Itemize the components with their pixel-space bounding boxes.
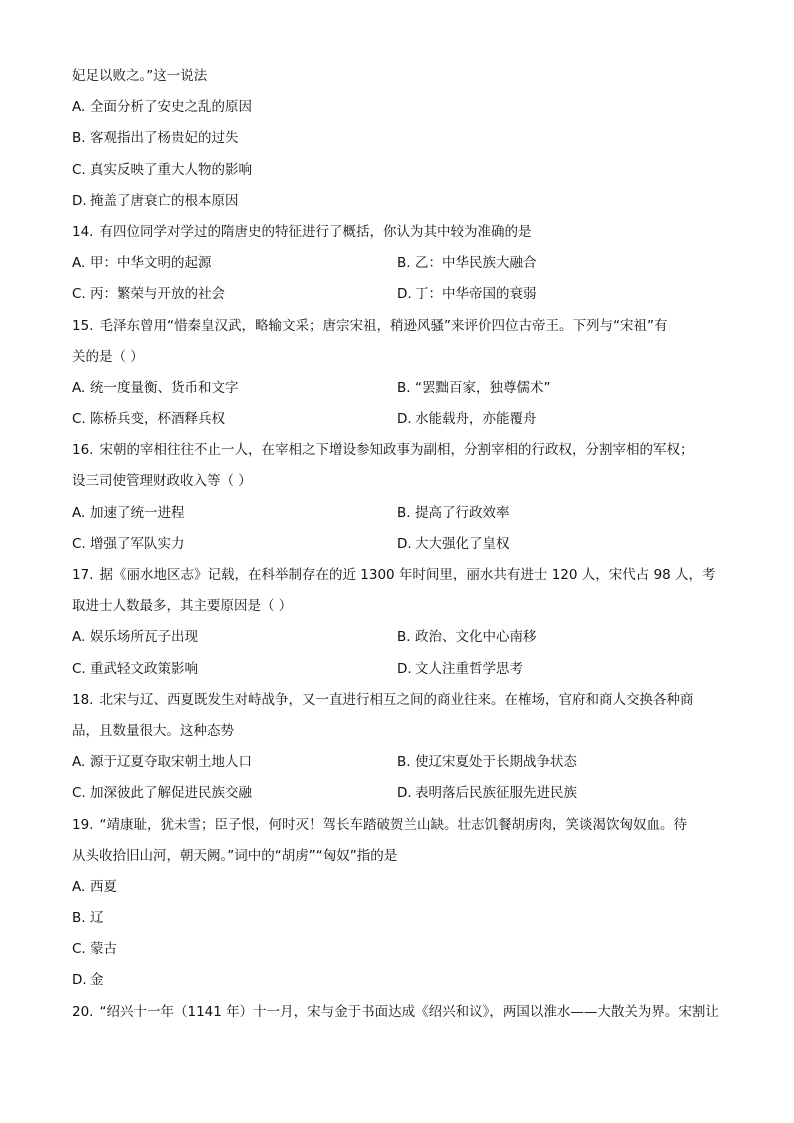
question-number: 18. [72,691,94,708]
option-text: 大大强化了皇权 [415,535,510,552]
question-text: 据《丽水地区志》记载，在科举制存在的近 1300 年时间里，丽水共有进士 120 人，宋代占 98 人，考 [99,567,716,583]
option [72,903,104,934]
text-content: 取进士人数最多，其主要原因是（ ） [72,598,293,615]
option [397,529,722,560]
option-pair-line [72,622,724,653]
option-line [72,934,724,965]
text-content: 从头收拾旧山河，朝天阙。”词中的“胡虏”“匈奴”指的是 [72,847,398,864]
option [72,155,252,186]
question-text: “靖康耻，犹未雪；臣子恨，何时灭！驾长车踏破贺兰山缺。壮志饥餐胡虏肉，笑谈渴饮匈奴血。待 [99,816,687,833]
option-line [72,965,724,996]
option-line [72,186,724,217]
option-text: 全面分析了安史之乱的原因 [90,99,252,116]
question-stem [72,685,724,716]
option-label: C. [72,785,86,802]
option [72,965,104,996]
option-label: A. [72,379,86,396]
option-line [72,872,724,903]
question-text: 北宋与辽、西夏既发生对峙战争，又一直进行相互之间的商业往来。在榷场，官府和商人交换各种商 [99,691,694,708]
option-text: 娱乐场所瓦子出现 [90,629,198,646]
question-number: 15. [72,317,94,334]
question-stem [72,997,724,1028]
option-label: A. [72,255,86,272]
option-pair-line [72,373,724,404]
option-pair-line [72,279,724,310]
question-number: 14. [72,223,94,240]
option-text: 统一度量衡、货币和文字 [90,379,239,396]
option-pair-line [72,747,724,778]
option-pair-line [72,778,724,809]
option-pair-line [72,654,724,685]
option-text: 陈桥兵变，杯酒释兵权 [90,411,225,428]
text-line [72,342,724,373]
option [72,778,397,809]
option-label: A. [72,504,86,521]
question-text: “绍兴十一年（1141 年）十一月，宋与金于书面达成《绍兴和议》，两国以淮水——大散关为界。宋割让 [99,1003,719,1020]
option [72,186,239,217]
option-label: D. [397,411,412,428]
option-text: 丙：繁荣与开放的社会 [90,286,225,303]
question-stem [72,435,724,466]
option-text: 掩盖了唐衰亡的根本原因 [90,192,239,209]
option-text: 甲：中华文明的起源 [90,255,212,272]
option [72,654,397,685]
text-line [72,716,724,747]
option-label: A. [72,99,86,116]
text-line [72,591,724,622]
option-text: 西夏 [90,878,117,895]
option [72,404,397,435]
option-line [72,92,724,123]
question-text: 有四位同学对学过的隋唐史的特征进行了概括，你认为其中较为准确的是 [99,223,532,240]
option [397,622,722,653]
text-content: 妃足以败之。”这一说法 [72,68,208,84]
option-label: D. [397,535,412,552]
option [72,92,252,123]
option-label: D. [72,972,87,989]
option-text: 政治、文化中心南移 [415,629,537,646]
option [72,279,397,310]
option-text: 加深彼此了解促进民族交融 [90,785,252,802]
option-text: 文人注重哲学思考 [415,660,523,677]
option-text: 源于辽夏夺取宋朝土地人口 [90,754,252,771]
question-stem [72,560,724,591]
option-text: 使辽宋夏处于长期战争状态 [415,754,577,771]
question-text: 宋朝的宰相往往不止一人，在宰相之下增设参知政事为副相，分割宰相的行政权，分割宰相的军权； [99,442,694,459]
option-text: 客观指出了杨贵妃的过失 [90,130,239,147]
exam-page [72,61,724,1028]
option-text: 提高了行政效率 [415,504,510,521]
option-text: 加速了统一进程 [90,504,185,521]
option-label: C. [72,535,86,552]
option-label: B. [72,130,86,147]
option [397,778,722,809]
option-text: 辽 [90,910,104,927]
option-line [72,123,724,154]
option [72,123,239,154]
option [72,747,397,778]
option-label: B. [397,754,411,771]
question-text: 毛泽东曾用“惜秦皇汉武，略输文采；唐宗宋祖，稍逊风骚”来评价四位古帝王。下列与“宋祖”有 [99,317,668,334]
option [72,373,397,404]
option-label: B. [72,910,86,927]
option [72,872,117,903]
option-label: B. [397,255,411,272]
option-label: C. [72,411,86,428]
option-label: D. [397,785,412,802]
option [397,498,722,529]
text-line [72,841,724,872]
option-label: C. [72,161,86,178]
option-label: D. [397,286,412,303]
question-number: 19. [72,816,94,833]
option-pair-line [72,248,724,279]
option-text: “罢黜百家，独尊儒术” [415,379,551,396]
option [72,934,117,965]
question-stem [72,810,724,841]
option-label: C. [72,660,86,677]
option-label: B. [397,629,411,646]
question-number: 16. [72,442,94,459]
option-text: 蒙古 [90,941,117,958]
question-number: 17. [72,567,94,583]
option-label: C. [72,286,86,303]
option [397,279,722,310]
option [72,248,397,279]
option-label: D. [72,192,87,209]
question-number: 20. [72,1003,94,1020]
option [72,622,397,653]
option [72,529,397,560]
text-content: 品，且数量很大。这种态势 [72,722,234,739]
option-text: 乙：中华民族大融合 [415,255,537,272]
option [397,404,722,435]
question-stem [72,311,724,342]
option-text: 增强了军队实力 [90,535,185,552]
option [72,498,397,529]
option-text: 真实反映了重大人物的影响 [90,161,252,178]
text-line [72,466,724,497]
option-text: 金 [90,972,104,989]
option-pair-line [72,498,724,529]
option-text: 重武轻文政策影响 [90,660,198,677]
option-label: D. [397,660,412,677]
option [397,654,722,685]
option-label: B. [397,504,411,521]
question-stem [72,217,724,248]
option-line [72,903,724,934]
text-line [72,61,724,92]
option-label: A. [72,878,86,895]
option-label: B. [397,379,411,396]
option [397,248,722,279]
option-text: 水能载舟，亦能覆舟 [415,411,537,428]
option-label: A. [72,754,86,771]
option-line [72,155,724,186]
text-content: 关的是（ ） [72,348,144,365]
option-text: 表明落后民族征服先进民族 [415,785,577,802]
option-pair-line [72,529,724,560]
option-pair-line [72,404,724,435]
option-text: 丁：中华帝国的衰弱 [415,286,537,303]
option-label: C. [72,941,86,958]
text-content: 设三司使管理财政收入等（ ） [72,473,252,490]
option [397,373,722,404]
option-label: A. [72,629,86,646]
option [397,747,722,778]
